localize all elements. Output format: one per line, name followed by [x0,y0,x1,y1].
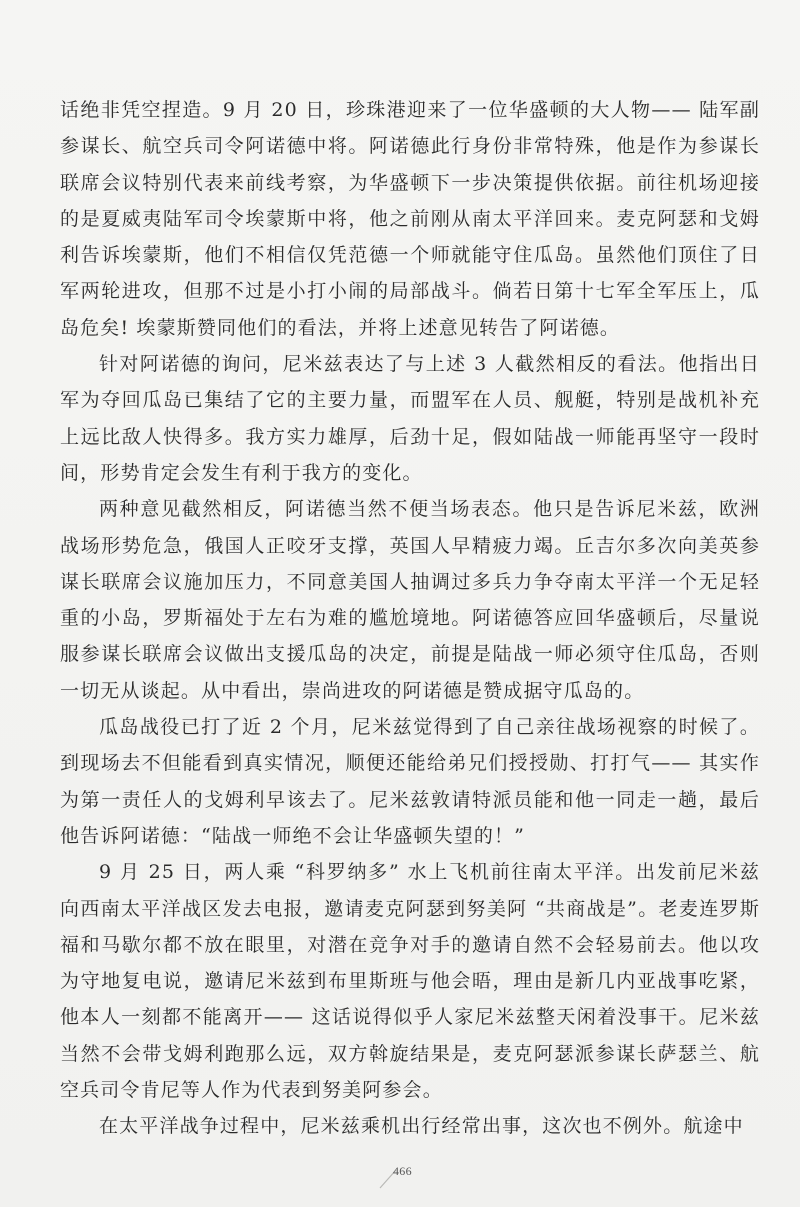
paragraph-continuation: 话绝非凭空捏造。9 月 20 日，珍珠港迎来了一位华盛顿的大人物—— 陆军副参谋长、航空兵司令阿诺德中将。阿诺德此行身份非常特殊，他是作为参谋长联席会议特别代表来前线考察，为华盛顿下一步决策提供依据。前往机场迎接的是夏威夷陆军司令埃蒙斯中将，他之前刚从南太平洋回来。麦克阿瑟和戈姆利告诉埃蒙斯，他们不相信仅凭范德一个师就能守住瓜岛。虽然他们顶住了日军两轮进攻，但那不过是小打小闹的局部战斗。倘若日第十七军全军压上，瓜岛危矣! 埃蒙斯赞同他们的看法，并将上述意见转告了阿诺德。 [60,99,760,339]
paragraph-flight-incident: 在太平洋战争过程中，尼米兹乘机出行经常出事，这次也不例外。航途中 [99,1115,744,1138]
body-text [60,92,760,1145]
paragraph-september-25: 9 月 25 日，两人乘 “科罗纳多” 水上飞机前往南太平洋。出发前尼米兹向西南太平洋战区发去电报，邀请麦克阿瑟到努美阿 “共商战是”。老麦连罗斯福和马歇尔都不放在眼里，对潜在竞争对手的邀请自然不会轻易前去。他以攻为守地复电说，邀请尼米兹到布里斯班与他会晤，理由是新几内亚战事吃紧，他本人一刻都不能离开—— 这话说得似乎人家尼米兹整天闲着没事干。尼米兹当然不会带戈姆利跑那么远，双方斡旋结果是，麦克阿瑟派参谋长萨瑟兰、航空兵司令肯尼等人作为代表到努美阿参会。 [60,861,760,1102]
paragraph-guadalcanal-visit: 瓜岛战役已打了近 2 个月，尼米兹觉得到了自己亲往战场视察的时候了。到现场去不但能看到真实情况，顺便还能给弟兄们授授勋、打打气—— 其实作为第一责任人的戈姆利早该去了。尼米兹敦请特派员能和他一同走一趟，最后他告诉阿诺德：“陆战一师绝不会让华盛顿失望的！” [60,716,760,847]
paragraph-arnold-response: 两种意见截然相反，阿诺德当然不便当场表态。他只是告诉尼米兹，欧洲战场形势危急，俄国人正咬牙支撑，英国人早精疲力竭。丘吉尔多次向美英参谋长联席会议施加压力，不同意美国人抽调过多兵力争夺南太平洋一个无足轻重的小岛，罗斯福处于左右为难的尴尬境地。阿诺德答应回华盛顿后，尽量说服参谋长联席会议做出支援瓜岛的决定，前提是陆战一师必须守住瓜岛，否则一切无从谈起。从中看出，崇尚进攻的阿诺德是赞成据守瓜岛的。 [60,498,760,702]
paragraph-nimitz-view: 针对阿诺德的询问，尼米兹表达了与上述 3 人截然相反的看法。他指出日军为夺回瓜岛已集结了它的主要力量，而盟军在人员、舰艇，特别是战机补充上远比敌人快得多。我方实力雄厚，后劲十足，假如陆战一师能再坚守一段时间，形势肯定会发生有利于我方的变化。 [60,353,760,484]
page-number: 466 [393,1164,412,1178]
